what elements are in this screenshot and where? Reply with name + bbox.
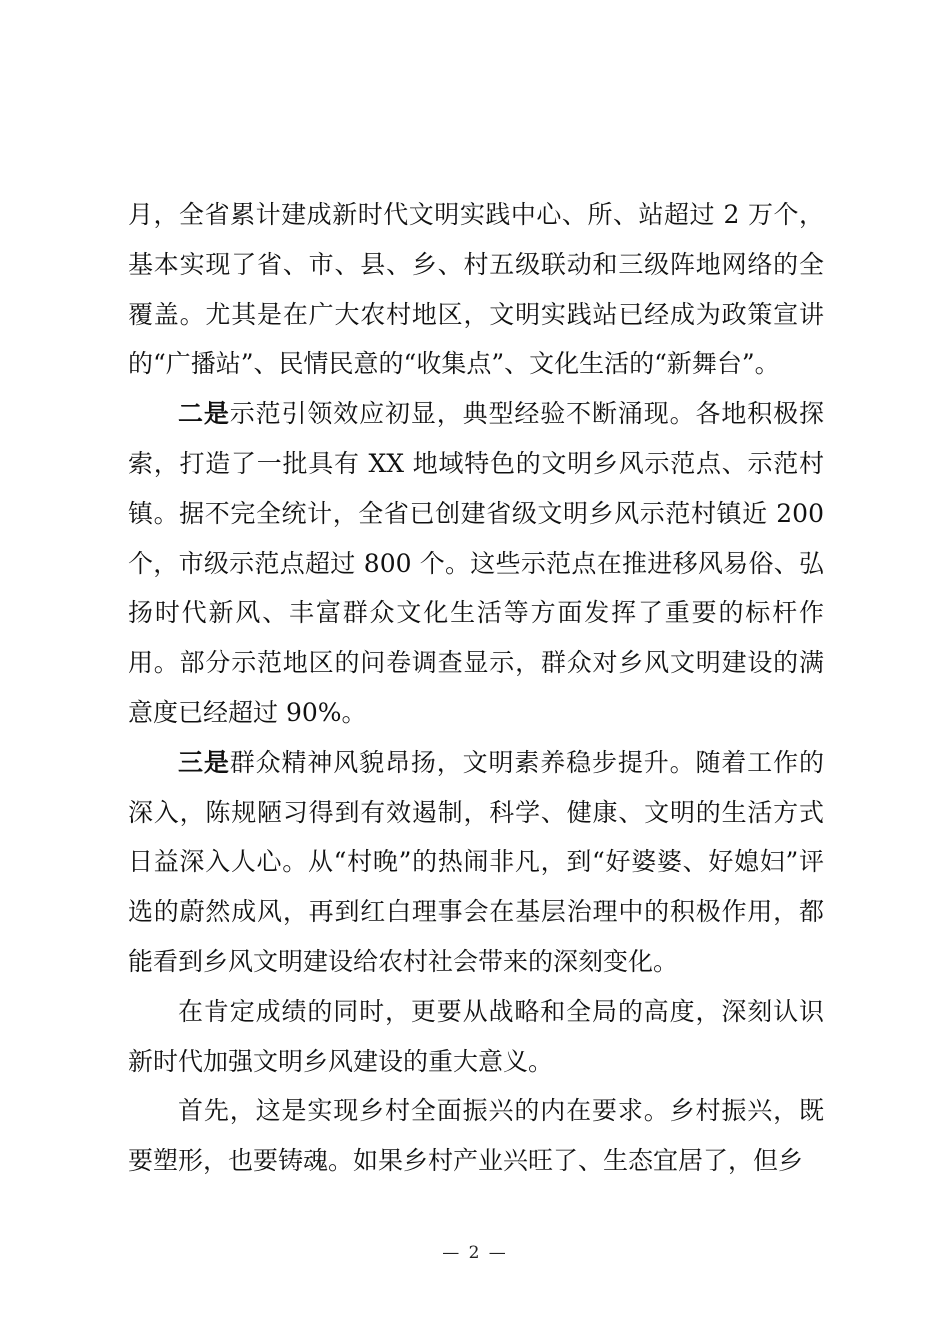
paragraph-text: 示范引领效应初显，典型经验不断涌现。各地积极探索，打造了一批具有 XX 地域特色的文明乡风示范点、示范村镇。据不完全统计，全省已创建省级文明乡风示范村镇近 200 个，市级示范点超过 800 个。这些示范点在推进移风易俗、弘扬时代新风、丰富群众文化生活等方面发挥了重要的标杆作用。部分示范地区的问卷调查显示，群众对乡风文明建设的满意度已经超过 90%。 [128, 399, 824, 727]
paragraph-lead: 三是 [178, 747, 230, 777]
paragraph-text: 群众精神风貌昂扬，文明素养稳步提升。随着工作的深入，陈规陋习得到有效遏制，科学、健康、文明的生活方式日益深入人心。从“村晚”的热闹非凡，到“好婆婆、好媳妇”评选的蔚然成风，再到红白理事会在基层治理中的积极作用，都能看到乡风文明建设给农村社会带来的深刻变化。 [128, 747, 824, 976]
paragraph-text: 月，全省累计建成新时代文明实践中心、所、站超过 2 万个，基本实现了省、市、县、乡、村五级联动和三级阵地网络的全覆盖。尤其是在广大农村地区，文明实践站已经成为政策宣讲的“广播站”、民情民意的“收集点”、文化生活的“新舞台”。 [128, 200, 824, 379]
paragraph-lead: 二是 [178, 399, 230, 429]
document-body [128, 190, 824, 1186]
paragraph-text: 首先，这是实现乡村全面振兴的内在要求。乡村振兴，既要塑形，也要铸魂。如果乡村产业兴旺了、生态宜居了，但乡 [128, 1096, 824, 1176]
page-number: — 2 — [442, 1243, 508, 1263]
paragraph-significance-intro [128, 987, 824, 1087]
paragraph-text: 在肯定成绩的同时，更要从战略和全局的高度，深刻认识新时代加强文明乡风建设的重大意义。 [128, 996, 824, 1076]
paragraph-point-two [128, 389, 824, 738]
paragraph-continuation [128, 190, 824, 389]
paragraph-point-three [128, 738, 824, 987]
paragraph-first-point [128, 1086, 824, 1186]
